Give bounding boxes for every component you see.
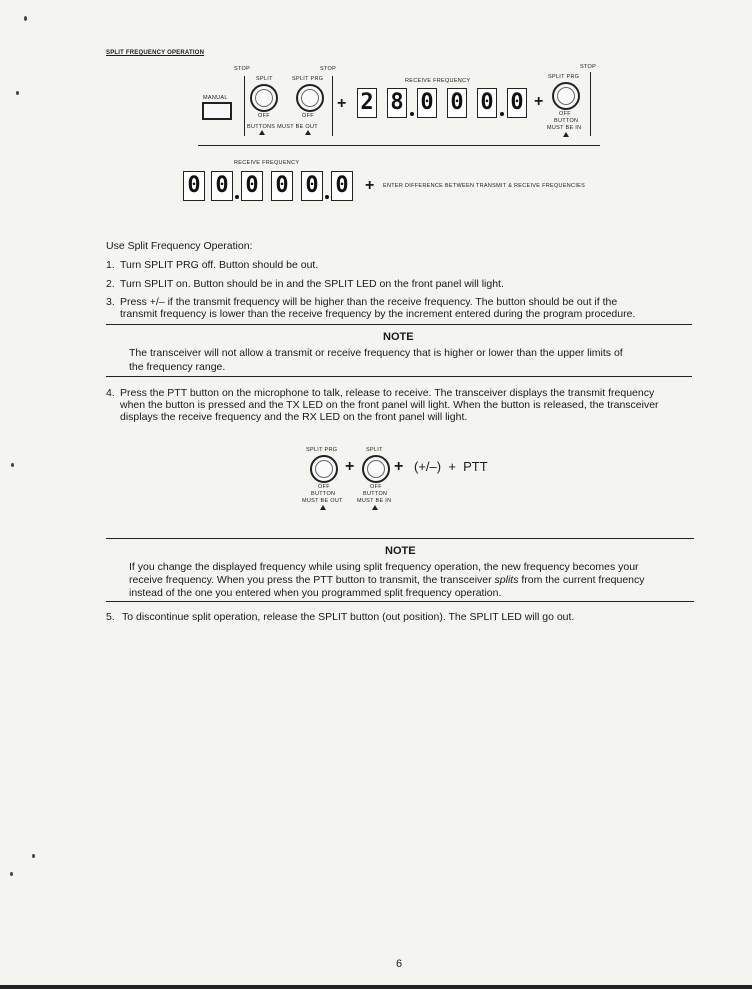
note-heading: NOTE: [383, 331, 414, 343]
split-prg-label: SPLIT PRG: [548, 74, 580, 80]
page-number: 6: [396, 958, 403, 970]
split-label: SPLIT: [366, 447, 383, 453]
step-3-text-line1: Press +/– if the transmit frequency will be higher than the receive frequency. The button should be out if the: [120, 296, 618, 308]
note-2-line1: If you change the displayed frequency while using split frequency operation, the new frequency becomes your: [129, 561, 639, 573]
lcd-digit: 0: [507, 88, 527, 118]
divider-line: [590, 72, 591, 136]
split-prg-label: SPLIT PRG: [306, 447, 338, 453]
off-label: OFF: [318, 484, 330, 490]
split-label: SPLIT: [256, 76, 273, 82]
scan-speck: [32, 854, 35, 858]
plus-sign-icon: +: [394, 458, 404, 475]
note-rule-bottom: [106, 601, 694, 602]
button-label: BUTTON: [363, 491, 388, 497]
pointer-marker-icon: [372, 505, 378, 510]
divider-line: [244, 76, 245, 136]
step-5-text: To discontinue split operation, release the SPLIT button (out position). The SPLIT LED will go out.: [122, 611, 575, 623]
note-1-line2: the frequency range.: [129, 361, 226, 373]
divider-line: [332, 76, 333, 136]
decimal-point: [235, 195, 239, 199]
note-2-line2: receive frequency. When you press the PTT button to transmit, the transceiver splits from the current frequency: [129, 574, 645, 586]
scan-speck: [11, 463, 14, 467]
note-2-line3: instead of the one you entered when you programmed split frequency operation.: [129, 587, 502, 599]
stop-label-mid: STOP: [320, 66, 337, 72]
button-label: BUTTON: [554, 118, 579, 124]
stop-label-right: STOP: [580, 64, 597, 70]
formula-text: (+/–) + PTT: [414, 459, 488, 474]
receive-frequency-label: RECEIVE FREQUENCY: [234, 160, 300, 166]
off-label: OFF: [302, 113, 314, 119]
step-number: 5.: [106, 611, 115, 623]
decimal-point: [500, 112, 504, 116]
scan-speck: [10, 872, 13, 876]
must-be-out-label: MUST BE OUT: [302, 498, 343, 504]
step-number: 2.: [106, 278, 115, 290]
intro-text: Use Split Frequency Operation:: [106, 240, 253, 252]
scan-edge: [0, 985, 752, 989]
step-number: 1.: [106, 259, 115, 271]
section-title: SPLIT FREQUENCY OPERATION: [106, 50, 205, 56]
plus-sign-icon: +: [534, 93, 544, 110]
plus-sign-icon: +: [345, 458, 355, 475]
scan-speck: [16, 91, 19, 95]
note-rule-bottom: [106, 376, 692, 377]
scan-speck: [24, 16, 27, 21]
enter-difference-label: ENTER DIFFERENCE BETWEEN TRANSMIT & RECEIVE FREQUENCIES: [383, 183, 586, 189]
split-prg-knob-icon: [310, 455, 338, 483]
off-label: OFF: [370, 484, 382, 490]
split-knob-icon: [250, 84, 278, 112]
pointer-marker-icon: [563, 132, 569, 137]
plus-sign-icon: +: [365, 177, 375, 194]
note-rule-top: [106, 324, 692, 325]
button-label: BUTTON: [311, 491, 336, 497]
step-4-text-line2: when the button is pressed and the TX LED on the front panel will light. When the button is released, the transceiver: [120, 399, 659, 411]
off-label: OFF: [258, 113, 270, 119]
receive-frequency-label: RECEIVE FREQUENCY: [405, 78, 471, 84]
lcd-digit: 0: [211, 171, 233, 201]
stop-label-left: STOP: [234, 66, 251, 72]
lcd-digit: 0: [331, 171, 353, 201]
split-prg-knob-icon: [552, 82, 580, 110]
off-label: OFF: [559, 111, 571, 117]
decimal-point: [325, 195, 329, 199]
pointer-marker-icon: [259, 130, 265, 135]
note-1-line1: The transceiver will not allow a transmit or receive frequency that is higher or lower than the upper limits of: [129, 347, 623, 359]
split-knob-icon: [362, 455, 390, 483]
pointer-marker-icon: [305, 130, 311, 135]
lcd-digit: 0: [183, 171, 205, 201]
pointer-marker-icon: [320, 505, 326, 510]
note-heading: NOTE: [385, 545, 416, 557]
figure-separator: [198, 145, 600, 146]
buttons-must-be-out-label: BUTTONS MUST BE OUT: [247, 124, 318, 130]
lcd-digit: 0: [417, 88, 437, 118]
lcd-digit: 0: [241, 171, 263, 201]
lcd-digit: 8: [387, 88, 407, 118]
step-2-text: Turn SPLIT on. Button should be in and the SPLIT LED on the front panel will light.: [120, 278, 504, 290]
step-number: 3.: [106, 296, 115, 308]
step-1-text: Turn SPLIT PRG off. Button should be out.: [120, 259, 319, 271]
note-rule-top: [106, 538, 694, 539]
plus-sign-icon: +: [337, 95, 347, 112]
manual-button-icon: [202, 102, 232, 120]
lcd-digit: 0: [477, 88, 497, 118]
step-3-text-line2: transmit frequency is lower than the receive frequency by the increment entered during the program procedure.: [120, 308, 636, 320]
split-prg-knob-icon: [296, 84, 324, 112]
split-prg-label: SPLIT PRG: [292, 76, 324, 82]
lcd-digit: 2: [357, 88, 377, 118]
lcd-digit: 0: [301, 171, 323, 201]
step-4-text-line1: Press the PTT button on the microphone to talk, release to receive. The transceiver displays the transmit frequency: [120, 387, 655, 399]
must-be-in-label: MUST BE IN: [547, 125, 582, 131]
step-4-text-line3: displays the receive frequency and the RX LED on the front panel will light.: [120, 411, 468, 423]
step-number: 4.: [106, 387, 115, 399]
manual-label: MANUAL: [203, 95, 228, 101]
lcd-digit: 0: [447, 88, 467, 118]
must-be-in-label: MUST BE IN: [357, 498, 392, 504]
decimal-point: [410, 112, 414, 116]
lcd-digit: 0: [271, 171, 293, 201]
